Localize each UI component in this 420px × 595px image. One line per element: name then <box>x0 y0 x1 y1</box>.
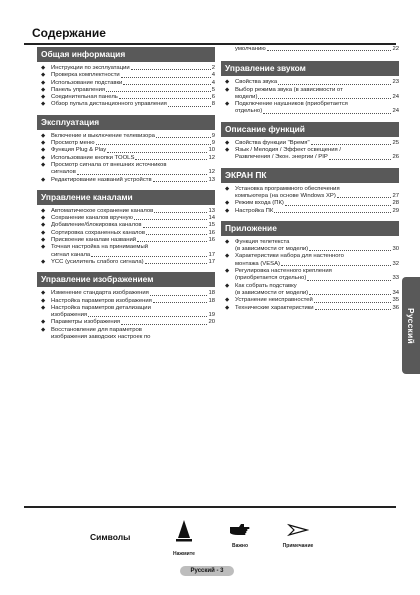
toc-entry-line: Просмотр сигнала от внешних источников <box>51 161 167 168</box>
toc-page-number: 4 <box>211 79 215 86</box>
dot-leader <box>96 144 211 145</box>
diamond-bullet-icon: ◆ <box>41 326 46 333</box>
toc-entry <box>221 283 399 298</box>
toc-page-number: 34 <box>392 289 399 296</box>
toc-entry <box>37 298 215 305</box>
diamond-bullet-icon: ◆ <box>41 229 46 236</box>
section-heading: Общая информация <box>37 47 215 62</box>
toc-entry-line: Функция телетекста <box>235 238 290 245</box>
dot-leader <box>278 84 391 85</box>
toc-section <box>221 221 399 312</box>
toc-entry-line <box>235 208 399 215</box>
toc-page-number: 9 <box>211 140 215 147</box>
toc-entry-text: Автоматическое сохранение каналов <box>51 207 154 214</box>
toc-entry <box>37 94 215 101</box>
toc-page-number: 9 <box>211 132 215 139</box>
diamond-bullet-icon: ◆ <box>41 258 46 265</box>
toc-entry-line: Выбор режима звука (в зависимости от <box>235 86 343 93</box>
dot-leader <box>315 309 392 310</box>
diamond-bullet-icon: ◆ <box>225 139 230 146</box>
toc-page-number: 18 <box>208 297 215 304</box>
dot-leader <box>137 241 207 242</box>
section-item-list <box>221 186 399 215</box>
toc-entry-line: Как собрать подставку <box>235 282 297 289</box>
toc-entry-line: Восстановление для параметров <box>51 326 142 333</box>
toc-entry <box>37 147 215 154</box>
toc-entry <box>37 305 215 320</box>
toc-entry-text: Режим входа (ПК) <box>235 200 284 207</box>
toc-entry <box>221 200 399 207</box>
symbol-note <box>276 523 320 549</box>
toc-entry-line <box>51 169 215 176</box>
toc-page-number: 2 <box>211 65 215 71</box>
toc-entry-line <box>235 246 399 253</box>
toc-entry-line <box>235 305 399 312</box>
toc-page-number: 32 <box>392 260 399 267</box>
toc-entry-line <box>51 87 215 94</box>
diamond-bullet-icon: ◆ <box>41 207 46 214</box>
toc-entry-text: компьютера (на основе Windows XP) <box>235 192 336 199</box>
toc-entry <box>37 230 215 237</box>
bottom-rule <box>24 506 396 508</box>
toc-page-number: 17 <box>208 258 215 265</box>
language-tab <box>402 277 420 374</box>
diamond-bullet-icon: ◆ <box>41 290 46 297</box>
toc-entry <box>37 208 215 215</box>
diamond-bullet-icon: ◆ <box>41 72 46 79</box>
toc-entry-text: Просмотр меню <box>51 140 95 147</box>
diamond-bullet-icon: ◆ <box>41 297 46 304</box>
toc-page-number: 27 <box>392 192 399 199</box>
toc-section <box>221 122 399 162</box>
toc-entry-text: сигнал канала <box>51 251 91 258</box>
toc-entry <box>37 215 215 222</box>
dot-leader <box>145 263 208 264</box>
toc-entry-text: Настройка параметров изображения <box>51 297 152 304</box>
diamond-bullet-icon: ◆ <box>41 222 46 229</box>
toc-entry <box>221 147 399 162</box>
toc-page-number: 24 <box>392 93 399 100</box>
toc-entry-text: Свойства функции "Время" <box>235 139 310 146</box>
section-heading: ЭКРАН ПК <box>221 168 399 183</box>
toc-entry <box>221 208 399 215</box>
toc-entry <box>37 155 215 162</box>
diamond-bullet-icon: ◆ <box>225 253 230 260</box>
dot-leader <box>267 50 392 51</box>
toc-entry-text: YCC (усилитель слабого сигнала) <box>51 258 144 265</box>
toc-entry-text: Развлечения / Экон. энергии / PIP <box>235 154 328 161</box>
toc-entry <box>221 297 399 304</box>
toc-entry-line <box>51 298 215 305</box>
page-footer: Русский - 3 <box>180 566 234 576</box>
toc-entry-line <box>235 140 399 147</box>
toc-entry-text: Параметры изображения <box>51 319 121 326</box>
toc-entry-text: Изменение стандарта изображения <box>51 290 149 297</box>
toc-entry-line <box>51 155 215 162</box>
dot-leader <box>153 181 208 182</box>
diamond-bullet-icon: ◆ <box>41 319 46 326</box>
dot-leader <box>150 295 208 296</box>
toc-section <box>37 190 215 266</box>
toc-page-number: 23 <box>392 79 399 86</box>
toc-entry-line <box>51 101 215 108</box>
dot-leader <box>263 113 391 114</box>
toc-entry-line <box>51 252 215 259</box>
toc-entry <box>221 87 399 102</box>
toc-page-number: 20 <box>208 319 215 326</box>
diamond-bullet-icon: ◆ <box>225 297 230 304</box>
dot-leader <box>106 91 211 92</box>
toc-entry <box>221 305 399 312</box>
toc-entry-text: Редактирование названий устройств <box>51 176 152 183</box>
symbol-press <box>162 519 206 557</box>
toc-entry-text: Обзор пульта дистанционного управления <box>51 101 167 108</box>
diamond-bullet-icon: ◆ <box>41 140 46 147</box>
toc-entry-line <box>51 140 215 147</box>
symbol-important-caption: Важно <box>231 543 248 549</box>
diamond-bullet-icon: ◆ <box>225 238 230 245</box>
section-item-list <box>221 79 399 115</box>
toc-entry-line <box>51 208 215 215</box>
toc-entry-line <box>235 275 399 282</box>
diamond-bullet-icon: ◆ <box>225 86 230 93</box>
toc-page-number: 17 <box>208 251 215 258</box>
diamond-bullet-icon: ◆ <box>225 147 230 154</box>
toc-page-number: 16 <box>208 229 215 236</box>
toc-entry-text: Устранение неисправностей <box>235 297 313 304</box>
toc-entry <box>37 133 215 140</box>
toc-page-number: 14 <box>208 215 215 222</box>
dot-leader <box>143 227 208 228</box>
section-item-list <box>221 239 399 312</box>
diamond-bullet-icon: ◆ <box>41 237 46 244</box>
toc-page-number: 30 <box>392 246 399 253</box>
toc-entry-text: Панель управления <box>51 86 106 93</box>
diamond-bullet-icon: ◆ <box>41 215 46 222</box>
dot-leader <box>146 234 207 235</box>
toc-entry-line <box>51 230 215 237</box>
toc-entry <box>37 319 215 326</box>
diamond-bullet-icon: ◆ <box>41 244 46 251</box>
section-heading: Управление каналами <box>37 190 215 205</box>
toc-entry-text: Технические характеристики <box>235 304 314 311</box>
toc-page-number: 28 <box>392 200 399 207</box>
toc-page-number: 35 <box>392 297 399 304</box>
important-hand-icon <box>229 524 251 541</box>
toc-page-number: 10 <box>208 147 215 154</box>
toc-entry-line <box>235 154 399 161</box>
toc-entry <box>221 186 399 201</box>
toc-page-number: 4 <box>211 72 215 79</box>
section-heading: Управление звуком <box>221 61 399 76</box>
toc-entry-text: умолчанию <box>235 46 266 52</box>
toc-entry-text: Сортировка сохраненных каналов <box>51 229 145 236</box>
toc-section <box>221 168 399 215</box>
note-icon <box>287 524 309 541</box>
section-item-list <box>37 65 215 109</box>
toc-entry-line <box>51 65 215 72</box>
symbol-important <box>218 523 262 549</box>
toc-entry <box>37 327 215 342</box>
toc-entry-text: Свойства звука <box>235 79 278 86</box>
toc-entry-line <box>51 80 215 87</box>
toc-entry-text: отдельно) <box>235 108 263 115</box>
toc-entry-line: Характеристики набора для настенного <box>235 253 344 260</box>
diamond-bullet-icon: ◆ <box>225 101 230 108</box>
dot-leader <box>107 152 207 153</box>
toc-page-number: 16 <box>208 237 215 244</box>
toc-entry-line <box>51 133 215 140</box>
diamond-bullet-icon: ◆ <box>225 200 230 207</box>
toc-entry <box>37 177 215 184</box>
toc-entry-text: (в зависимости от модели) <box>235 246 309 253</box>
diamond-bullet-icon: ◆ <box>41 304 46 311</box>
toc-entry <box>37 87 215 94</box>
dot-leader <box>274 212 391 213</box>
toc-entry-line <box>51 215 215 222</box>
toc-entry-line <box>51 72 215 79</box>
toc-page-number: 33 <box>392 275 399 282</box>
toc-page-number: 15 <box>208 222 215 229</box>
toc-entry-line <box>51 290 215 297</box>
toc-page-number: 5 <box>211 86 215 93</box>
toc-entry-line <box>51 147 215 154</box>
toc-page-number: 13 <box>208 176 215 183</box>
diamond-bullet-icon: ◆ <box>41 147 46 154</box>
toc-entry-text: Настройка ПК <box>235 207 274 214</box>
toc-entry-text: (приобретается отдельно) <box>235 275 307 282</box>
symbols-label: Символы <box>90 532 131 542</box>
diamond-bullet-icon: ◆ <box>225 207 230 214</box>
toc-entry-text: Функция Plug & Play <box>51 147 107 154</box>
toc-entry-line <box>51 222 215 229</box>
dot-leader <box>309 294 391 295</box>
language-tab-label: Русский <box>406 307 416 344</box>
toc-entry-line: Точная настройка на принимаемый <box>51 244 148 251</box>
toc-section <box>37 115 215 184</box>
diamond-bullet-icon: ◆ <box>225 304 230 311</box>
dot-leader <box>135 159 207 160</box>
dot-leader <box>281 265 391 266</box>
toc-entry <box>221 239 399 254</box>
toc-page-number: 12 <box>208 154 215 161</box>
toc-page-number: 26 <box>392 154 399 161</box>
dot-leader <box>123 84 210 85</box>
toc-entry <box>221 268 399 283</box>
toc-entry-text: монтажа (VESA) <box>235 260 280 267</box>
toc-page-number: 29 <box>392 207 399 214</box>
toc-entry-text: сигналов <box>51 169 76 176</box>
dot-leader <box>311 144 392 145</box>
toc-entry-text: Инструкции по эксплуатации <box>51 65 130 71</box>
dot-leader <box>258 98 391 99</box>
toc-page-number: 12 <box>208 169 215 176</box>
toc-entry <box>37 72 215 79</box>
toc-entry-line <box>235 261 399 268</box>
toc-entry-text: Соединительная панель <box>51 94 118 101</box>
toc-entry <box>221 253 399 268</box>
toc-entry-line <box>235 200 399 207</box>
toc-section <box>37 272 215 341</box>
toc-entry-line <box>51 94 215 101</box>
toc-entry <box>37 65 215 72</box>
toc-entry <box>37 162 215 177</box>
toc-entry-line <box>51 319 215 326</box>
diamond-bullet-icon: ◆ <box>225 268 230 275</box>
diamond-bullet-icon: ◆ <box>225 79 230 86</box>
dot-leader <box>337 197 392 198</box>
section-item-list <box>37 133 215 184</box>
toc-page-number: 6 <box>211 94 215 101</box>
dot-leader <box>121 324 207 325</box>
toc-entry-text: Включение и выключение телевизора <box>51 132 155 139</box>
toc-entry <box>37 290 215 297</box>
toc-entry-text: Использование подставки <box>51 79 123 86</box>
toc-page-number: 22 <box>392 46 399 52</box>
diamond-bullet-icon: ◆ <box>41 79 46 86</box>
top-rule <box>24 43 396 45</box>
dot-leader <box>154 212 207 213</box>
dot-leader <box>88 316 207 317</box>
toc-entry-line <box>235 79 399 86</box>
toc-entry-line <box>235 193 399 200</box>
section-item-list <box>37 208 215 266</box>
page-title: Содержание <box>32 26 106 40</box>
toc-entry <box>221 140 399 147</box>
dot-leader <box>168 106 211 107</box>
toc-entry-text: Использование кнопки TOOLS <box>51 154 135 161</box>
dot-leader <box>134 219 207 220</box>
toc-entry-continuation <box>221 46 399 53</box>
toc-page-number: 25 <box>392 139 399 146</box>
toc-entry-text: Сохранение каналов вручную <box>51 215 133 222</box>
toc-entry-line <box>235 108 399 115</box>
toc-page-number: 19 <box>208 312 215 319</box>
right-column <box>221 46 399 318</box>
diamond-bullet-icon: ◆ <box>41 161 46 168</box>
section-heading: Описание функций <box>221 122 399 137</box>
toc-entry-line: Установка программного обеспечения <box>235 185 340 192</box>
section-heading: Управление изображением <box>37 272 215 287</box>
section-heading: Эксплуатация <box>37 115 215 130</box>
toc-entry-line: изображения заводских настроек по <box>51 334 151 341</box>
dot-leader <box>119 98 211 99</box>
dot-leader <box>309 250 391 251</box>
dot-leader <box>156 137 211 138</box>
toc-page-number: 8 <box>211 101 215 108</box>
toc-entry-line <box>235 46 399 53</box>
toc-page-number: 24 <box>392 108 399 115</box>
toc-entry-text: изображения <box>51 312 88 319</box>
toc-entry-line <box>51 259 215 266</box>
press-icon <box>175 532 193 549</box>
diamond-bullet-icon: ◆ <box>225 185 230 192</box>
toc-entry <box>37 244 215 259</box>
dot-leader <box>307 280 391 281</box>
dot-leader <box>131 69 211 70</box>
toc-entry-line: Настройка параметров детализации <box>51 304 151 311</box>
toc-entry <box>221 79 399 86</box>
toc-entry-line <box>235 94 399 101</box>
toc-entry <box>37 259 215 266</box>
toc-page-number: 18 <box>208 290 215 297</box>
toc-entry <box>37 80 215 87</box>
symbol-press-caption: Нажмите <box>173 551 195 557</box>
diamond-bullet-icon: ◆ <box>41 176 46 183</box>
toc-entry <box>221 101 399 116</box>
dot-leader <box>77 174 208 175</box>
toc-section <box>221 61 399 115</box>
toc-page-number: 36 <box>392 304 399 311</box>
toc-section <box>37 47 215 109</box>
toc-entry-line: Язык / Мелодия / Эффект освещения / <box>235 147 342 154</box>
symbol-note-caption: Примечание <box>282 543 314 549</box>
continued-entry <box>221 46 399 53</box>
toc-page-number: 13 <box>208 207 215 214</box>
left-column <box>37 47 215 347</box>
dot-leader <box>285 205 392 206</box>
toc-entry-line <box>51 312 215 319</box>
diamond-bullet-icon: ◆ <box>41 101 46 108</box>
toc-entry-text: Проверка комплектности <box>51 72 120 79</box>
diamond-bullet-icon: ◆ <box>41 94 46 101</box>
toc-entry-text: модели) <box>235 93 258 100</box>
dot-leader <box>153 302 208 303</box>
section-heading: Приложение <box>221 221 399 236</box>
symbols-legend <box>90 519 410 559</box>
section-item-list <box>221 140 399 162</box>
toc-entry-text: Добавление/блокировка каналов <box>51 222 142 229</box>
diamond-bullet-icon: ◆ <box>41 86 46 93</box>
toc-entry-line: Регулировка настенного крепления <box>235 268 332 275</box>
dot-leader <box>121 77 211 78</box>
toc-entry-line: Подключение наушников (приобретается <box>235 101 348 108</box>
diamond-bullet-icon: ◆ <box>41 132 46 139</box>
diamond-bullet-icon: ◆ <box>41 65 46 71</box>
toc-entry-line <box>235 297 399 304</box>
toc-entry <box>37 222 215 229</box>
diamond-bullet-icon: ◆ <box>225 282 230 289</box>
toc-entry-text: Присвоение каналам названий <box>51 237 137 244</box>
dot-leader <box>314 302 392 303</box>
toc-entry <box>37 140 215 147</box>
section-item-list <box>37 290 215 341</box>
toc-entry-line <box>51 177 215 184</box>
toc-entry-text: (в зависимости от модели) <box>235 289 309 296</box>
toc-entry <box>37 101 215 108</box>
dot-leader <box>91 256 207 257</box>
dot-leader <box>329 159 392 160</box>
diamond-bullet-icon: ◆ <box>41 154 46 161</box>
